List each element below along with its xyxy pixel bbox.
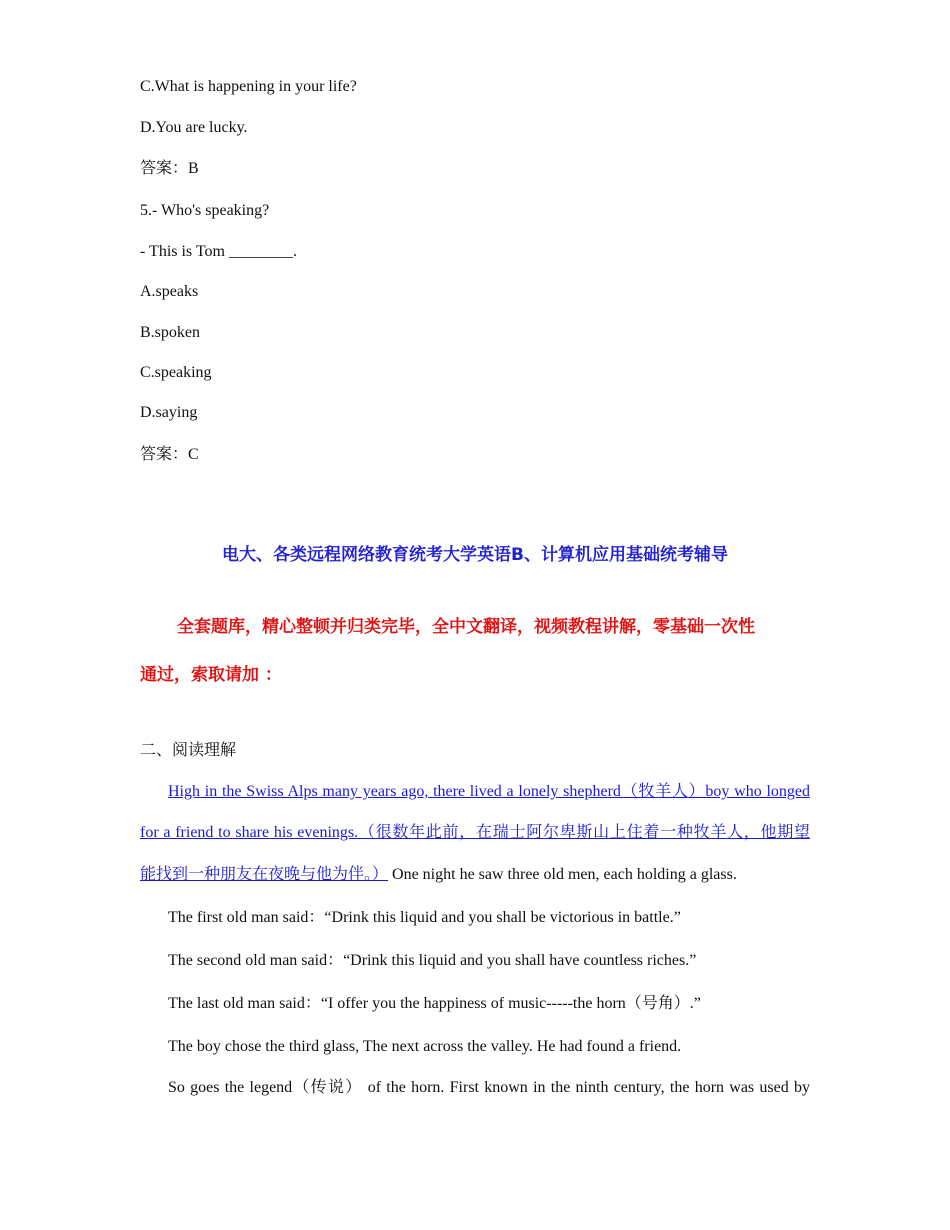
q4-answer: 答案：B bbox=[140, 160, 199, 177]
passage-link-text-3[interactable]: 能找到一种朋友在夜晚与他为伴。） bbox=[140, 866, 389, 883]
passage-paragraph-3: The last old man said：“I offer you the happiness of music-----the horn（号角）.” bbox=[168, 995, 701, 1012]
passage-paragraph-1: The first old man said：“Drink this liquid and you shall be victorious in battle.” bbox=[168, 909, 681, 926]
passage-link-text-1[interactable]: High in the Swiss Alps many years ago, there lived a lonely shepherd（牧羊人）boy who longed bbox=[168, 783, 810, 800]
q4-option-c: C.What is happening in your life? bbox=[140, 78, 357, 95]
section-heading: 二、阅读理解 bbox=[140, 742, 237, 759]
passage-paragraph-4: The boy chose the third glass, The next across the valley. He had found a friend. bbox=[168, 1038, 682, 1055]
q5-option-c: C.speaking bbox=[140, 364, 212, 381]
q5-question: 5.- Who's speaking? bbox=[140, 202, 270, 219]
passage-link-line-2[interactable] bbox=[140, 823, 810, 843]
promo-title: 电大、各类远程网络教育统考大学英语B、计算机应用基础统考辅导 bbox=[222, 545, 728, 565]
passage-line-3 bbox=[140, 865, 737, 885]
passage-paragraph-2: The second old man said：“Drink this liquid and you shall have countless riches.” bbox=[168, 952, 697, 969]
promo-line-2: 通过，索取请加 ： bbox=[140, 665, 282, 685]
passage-link-line-1[interactable] bbox=[168, 782, 810, 802]
q4-option-d: D.You are lucky. bbox=[140, 119, 248, 136]
q5-option-a: A.speaks bbox=[140, 283, 199, 300]
q5-option-b: B.spoken bbox=[140, 324, 200, 341]
q5-answer: 答案：C bbox=[140, 446, 199, 463]
q5-option-d: D.saying bbox=[140, 404, 198, 421]
passage-paragraph-5: So goes the legend（传说） of the horn. First known in the ninth century, the horn was used by bbox=[168, 1079, 810, 1096]
passage-line-3-rest: One night he saw three old men, each holding a glass. bbox=[388, 866, 737, 883]
q5-prompt: - This is Tom ________. bbox=[140, 243, 297, 260]
passage-link-text-2[interactable]: for a friend to share his evenings.（很数年此前，在瑞士阿尔卑斯山上住着一种牧羊人，他期望 bbox=[140, 824, 810, 841]
promo-line-1: 全套题库，精心整顿并归类完毕，全中文翻译，视频教程讲解，零基础一次性 bbox=[177, 617, 755, 637]
